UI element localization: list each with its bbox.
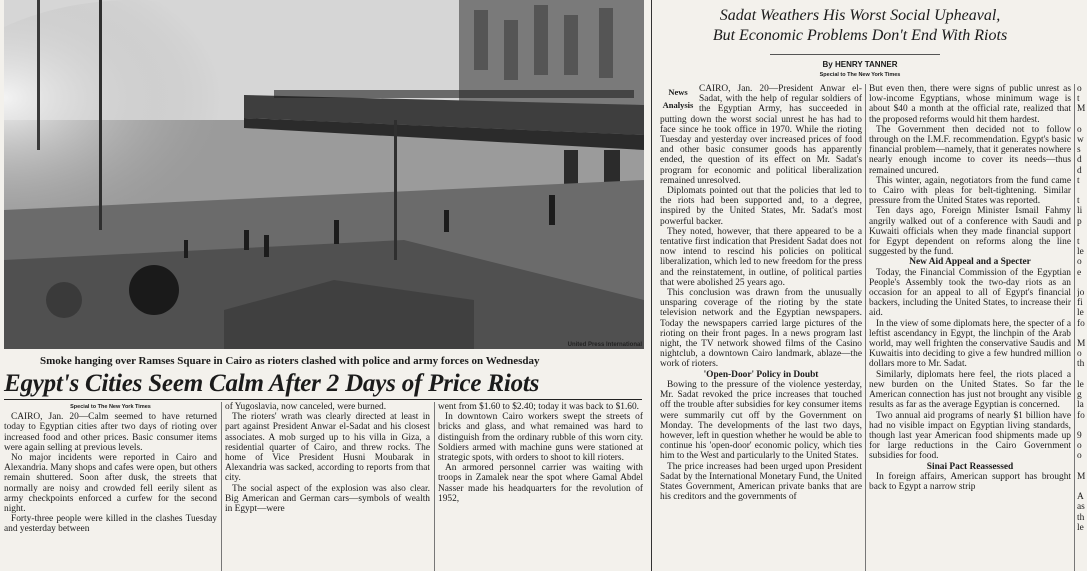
paragraph: Today, the Financial Commission of the Egyptian People's Assembly took the two-day riots as an occasion for an appeal to all of Egypt's financial backers, including the United States, to increase their aid. — [869, 267, 1071, 319]
cut-off-fragment: g — [1077, 390, 1082, 401]
headline-underline — [770, 54, 940, 55]
cut-off-fragment: t — [1077, 196, 1080, 207]
cut-off-fragment: A — [1077, 492, 1084, 503]
paragraph: Diplomats pointed out that the policies that led to the riots had been supported and, to a degree, inspired by the United States, Mr. Sadat's most powerful backer. — [660, 186, 862, 227]
cut-off-fragment: jo — [1077, 288, 1085, 299]
paragraph: But even then, there were signs of public unrest as low-income Egyptians, whose minimum wage is about $40 a month at the official rate, realized that the proposed reforms would hit them hardest. — [869, 84, 1071, 125]
paragraph: In the view of some diplomats here, the specter of a leftist ascendancy in Egypt, the linchpin of the Arab world, may well frighten the conservative Saudis and Kuwaitis into deciding to give a few hundred million dollars more to Mr. Sadat. — [869, 318, 1071, 370]
cut-off-fragment: le — [1077, 247, 1084, 258]
main-story-column-1 — [4, 402, 217, 571]
paragraph: Forty-three people were killed in the clashes Tuesday and yesterday between — [4, 514, 217, 535]
cut-off-fragment: th — [1077, 359, 1085, 370]
paragraph: Similarly, diplomats here feel, the riots placed a new burden on the United States. So far the American connection has just not brought any visible results as far as the average Egyptian is concerned. — [869, 369, 1071, 411]
main-story-column-2 — [225, 402, 430, 571]
cut-off-fragment: le — [1077, 379, 1084, 390]
news-label: News — [668, 87, 688, 97]
paragraph: went from $1.60 to $2.40; today it was back to $1.60. — [438, 402, 640, 412]
paragraph: Ten days ago, Foreign Minister Ismail Fahmy angrily walked out of a conference with Saudi and Kuwaiti officials when they made financial support for Egypt dependent on reforms along the line suggested by the fund. — [869, 206, 1071, 258]
analysis-column-2 — [869, 84, 1071, 571]
cut-off-fragment: o — [1077, 451, 1082, 462]
analysis-headline-line-1: Sadat Weathers His Worst Social Upheaval, — [719, 7, 1001, 24]
cut-off-fragment: li — [1077, 206, 1083, 217]
paragraph: They noted, however, that there appeared to be a tentative first indication that President Sadat does not now intend to rescind his policies on political liberalization, which led to new freedom for the press and the reinstatement, in outline, of political parties that were abolished 25 years ago. — [660, 226, 862, 288]
main-headline: Egypt's Cities Seem Calm After 2 Days of Price Riots — [4, 370, 540, 397]
cut-off-fragment: as — [1077, 502, 1085, 513]
column-divider — [221, 402, 222, 571]
cut-off-fragment: th — [1077, 512, 1085, 523]
cut-off-fragment: o — [1077, 84, 1082, 94]
cut-off-fragment: fo — [1077, 318, 1085, 329]
paragraph: This conclusion was drawn from the unusually unsparing coverage of the rioting by the state television network and the Egyptian newspapers. Today the newspapers carried large pictures of the rioting on their front pages. In a news program last night, the TV network showed films of the Casino nightclub, a downtown Cairo landmark, ablaze—the work of rioters. — [660, 288, 862, 370]
paragraph: In downtown Cairo workers swept the streets of bricks and glass, and what remained was hard to distinguish from the ordinary rubble of this worn city. Soldiers armed with machine guns were stationed at strategic spots, with orders to shoot to kill rioters. — [438, 412, 643, 464]
paragraph: An armored personnel carrier was waiting with troops in Zamalek near the spot where Gamal Abdel Nasser made his headquarters for the revolution of 1952, — [438, 463, 643, 504]
riot-photo — [4, 0, 644, 349]
cut-off-fragment: fi — [1077, 298, 1083, 309]
paragraph: The price increases had been urged upon President Sadat by the International Monetary Fund, the United States Government, American private banks that are his creditors and the governments of — [660, 461, 862, 503]
cut-off-fragment: d — [1077, 155, 1082, 166]
cut-off-fragment — [1077, 115, 1087, 125]
cut-off-fragment — [1077, 186, 1087, 196]
cut-off-fragment: s — [1077, 145, 1081, 156]
paragraph: CAIRO, Jan. 20—President Anwar el-Sadat, with the help of regular soldiers of the Egyptian Army, has succeeded in putting down the worst social unrest he has had to face since he took office in 1970. While the rioting Tuesday and yesterday over increased prices of food and other basic consumer goods has apparently ended, the question of its effect on Mr. Sadat's program for economic and political liberalization remained unresolved. — [660, 84, 862, 186]
cut-off-fragment — [1077, 482, 1087, 492]
cut-off-fragment: M — [1077, 471, 1086, 482]
column-divider — [434, 402, 435, 571]
photo-credit: United Press International — [567, 342, 642, 348]
cut-off-fragment: 9 — [1077, 430, 1082, 441]
cut-off-fragment — [1077, 462, 1087, 472]
paragraph: CAIRO, Jan. 20—Calm seemed to have returned today to Egyptian cities after two days of rioting over increased food and other prices. Basic consumer items were again selling at previous levels. — [4, 412, 217, 453]
paragraph: The Government then decided not to follow through on the I.M.F. recommendation. Egypt's basic financial problem—namely, that it generates nowhere nearly enough income to cover its needs—thus remained uncured. — [869, 124, 1071, 176]
main-story-special: Special to The New York Times — [70, 404, 151, 410]
cut-off-fragment — [1077, 278, 1087, 288]
cut-off-fragment: la — [1077, 400, 1084, 411]
cut-off-fragment — [1077, 329, 1087, 339]
cut-off-fragment: M — [1077, 339, 1086, 350]
cut-off-fragment — [1077, 227, 1087, 237]
paragraph: The rioters' wrath was clearly directed at least in part against President Anwar el-Sadat and his closest associates. A mob surged up to his villa in Giza, a residential quarter of Cairo, and threw rocks. The home of Vice President Husni Moubarak in Alexandria was sacked, according to reports from that city. — [225, 412, 430, 484]
cut-off-fragment: t — [1077, 175, 1080, 186]
subhead-new-aid: New Aid Appeal and a Specter — [909, 257, 1031, 268]
paragraph: The social aspect of the explosion was also clear. Big American and German cars—symbols of wealth in Egypt—were — [225, 483, 430, 515]
cut-off-fragment: o — [1077, 124, 1082, 135]
cut-off-column — [1077, 84, 1087, 571]
cut-off-fragment — [1077, 370, 1087, 380]
column-divider — [865, 84, 866, 571]
photo-caption: Smoke hanging over Ramses Square in Cairo as rioters clashed with police and army forces on Wednesday — [40, 355, 540, 367]
riot-photo-image — [4, 0, 644, 349]
paragraph: Two annual aid programs of nearly $1 billion have had no visible impact on Egyptian living standards, though last year American food shipments made up for large reductions in the Cairo Government subsidies for food. — [869, 410, 1071, 462]
cut-off-fragment: p — [1077, 216, 1082, 227]
section-divider — [651, 0, 652, 571]
analysis-headline — [660, 6, 1060, 46]
cut-off-fragment: o — [1077, 441, 1082, 452]
paragraph: This winter, again, negotiators from the fund came to Cairo with pleas for belt-tightening. Similar pressure from the United States was reported. — [869, 175, 1071, 207]
cut-off-fragment — [1077, 421, 1087, 431]
analysis-byline: By HENRY TANNER — [822, 60, 898, 69]
cut-off-fragment: le — [1077, 308, 1084, 319]
analysis-column-1 — [660, 84, 862, 571]
cut-off-fragment: o — [1077, 257, 1082, 268]
headline-rule — [4, 399, 642, 400]
cut-off-fragment: e — [1077, 267, 1082, 278]
cut-off-fragment: le — [1077, 522, 1084, 533]
cut-off-fragment: t — [1077, 237, 1080, 248]
subhead-sinai-pact: Sinai Pact Reassessed — [926, 461, 1014, 472]
paragraph: of Yugoslavia, now canceled, were burned. — [225, 402, 387, 412]
cut-off-fragment: d — [1077, 165, 1082, 176]
paragraph: In foreign affairs, American support has brought back to Egypt a narrow strip — [869, 471, 1071, 492]
analysis-special: Special to The New York Times — [819, 72, 901, 78]
subhead-open-door: 'Open-Door' Policy in Doubt — [703, 369, 819, 380]
cut-off-fragment: M — [1077, 104, 1086, 115]
main-story-column-3 — [438, 402, 643, 571]
paragraph: Bowing to the pressure of the violence yesterday, Mr. Sadat revoked the price increases that touched off the trouble after subsidies for key consumer items were summarily cut off by the Government on Monday. The developments of the last two days, however, left in question whether he would be able to continue his 'open-door' economic policy, which ties him to the West and particularly to the United States. — [660, 379, 862, 462]
analysis-headline-line-2: But Economic Problems Don't End With Riots — [712, 27, 1008, 44]
paragraph: No major incidents were reported in Cairo and Alexandria. Many shops and cafes were open, but others remain shuttered. Soon after dusk, the streets that normally are noisy and crowded fell eerily silent as army checkpoints enforced a curfew for the second night. — [4, 453, 217, 515]
column-divider — [1074, 84, 1075, 571]
cut-off-fragment: t — [1077, 94, 1080, 105]
news-analysis-label — [660, 86, 696, 112]
cut-off-fragment: w — [1077, 135, 1084, 146]
analysis-label: Analysis — [662, 100, 694, 110]
cut-off-fragment: fo — [1077, 410, 1085, 421]
cut-off-fragment: o — [1077, 349, 1082, 360]
